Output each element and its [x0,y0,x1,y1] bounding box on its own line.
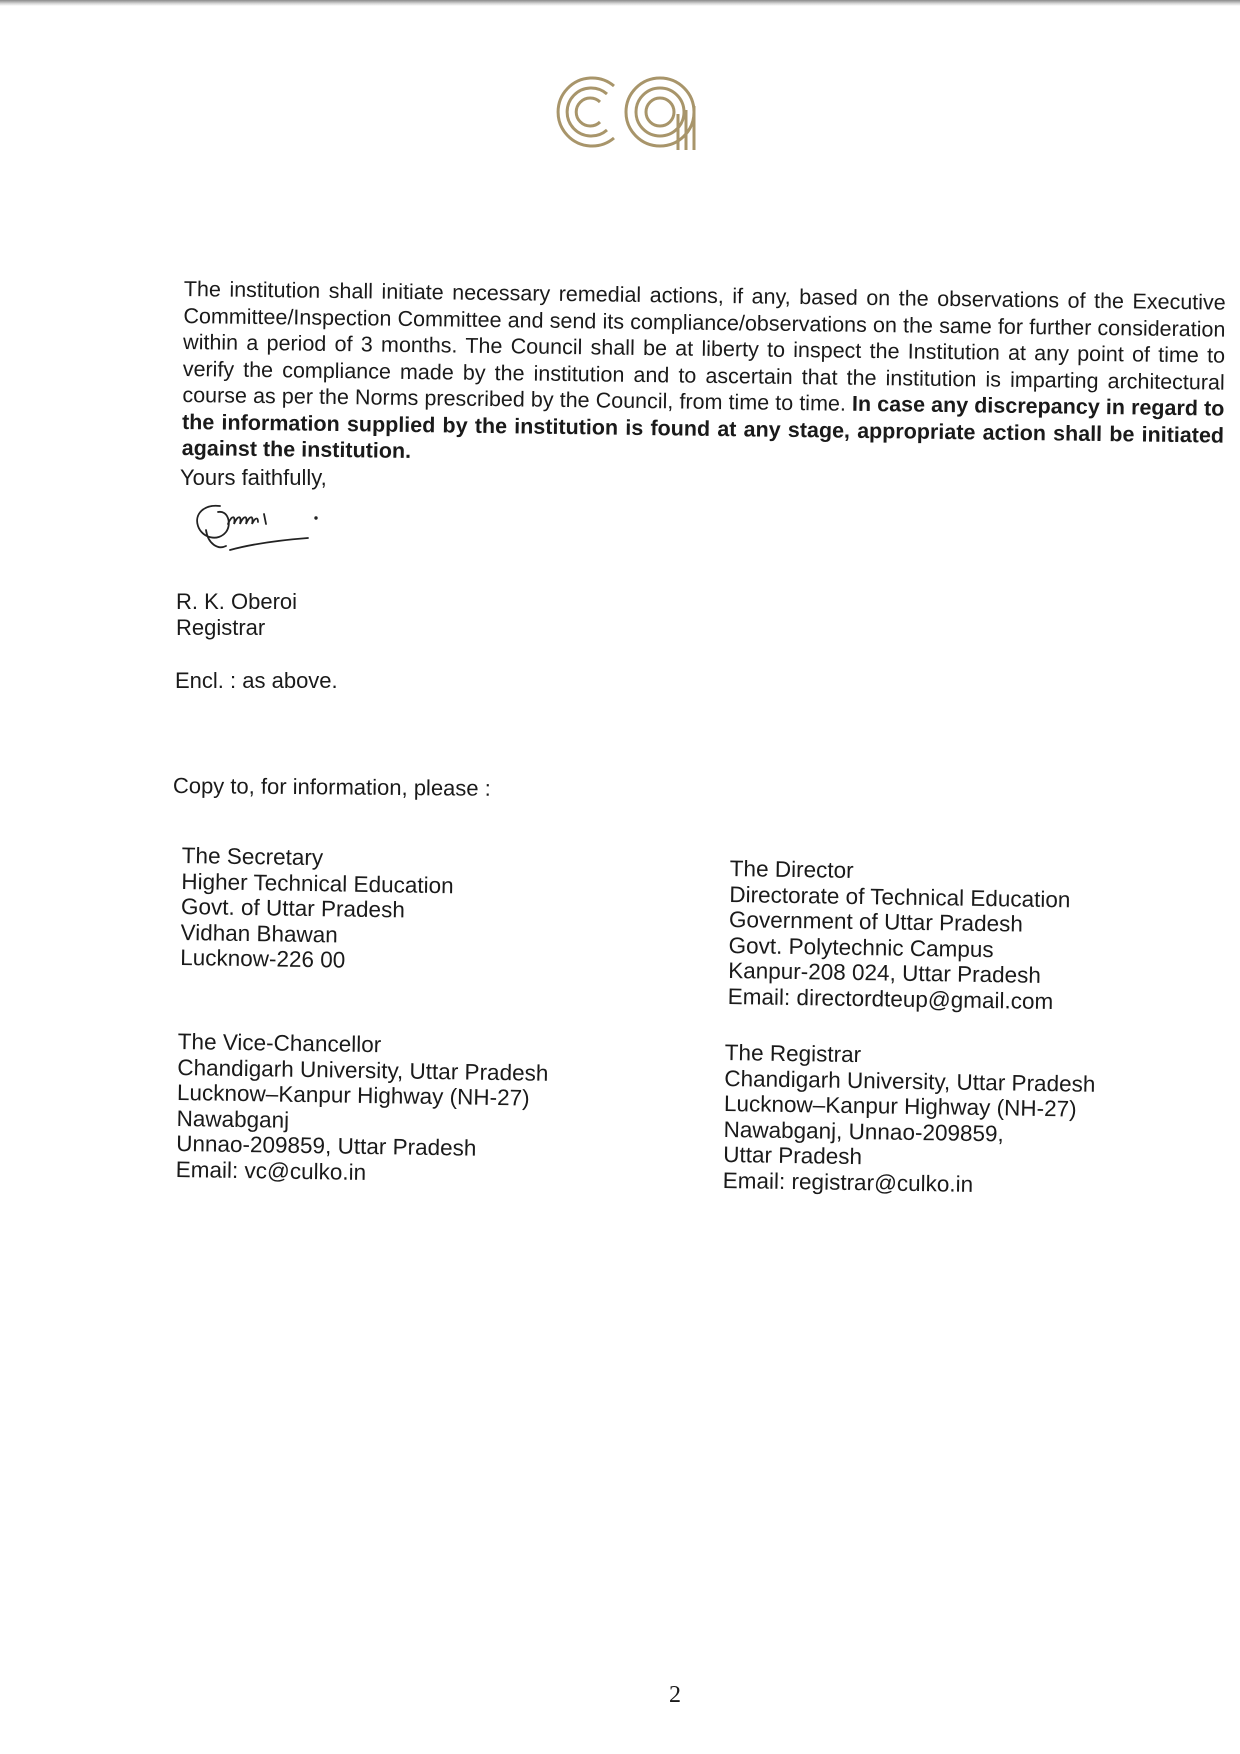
email-line: Email: registrar@culko.in [722,1167,974,1197]
address-line: Higher Technical Education [181,868,454,898]
address-line: The Registrar [724,1040,862,1068]
recipient-registrar [723,1040,1096,1199]
address-line: Lucknow–Kanpur Highway (NH-27) [176,1079,530,1111]
address-line: Nawabganj [176,1105,290,1133]
address-line: The Director [729,856,854,883]
paragraph-regular-text: The institution shall initiate necessary remedial actions, if any, based on the observations of the Executive Committee/Inspection Committee and send its compliance/observations on the same for further consideration within a period of 3 months. The Council shall be at liberty to inspect the Institution at any point of time to verify the compliance made by the institution and to ascertain that the institution is imparting architectural course as per the Norms prescribed by the Council, from time to time. [182,276,1226,416]
recipient-director [728,856,1071,1014]
address-line: The Secretary [181,843,324,871]
address-line: Chandigarh University, Uttar Pradesh [177,1054,549,1086]
scan-edge [0,0,1240,6]
email-line: Email: vc@culko.in [175,1156,367,1185]
address-line: Nawabganj, Unnao-209859, [723,1116,1004,1146]
address-line: Directorate of Technical Education [729,881,1071,912]
compliance-paragraph [182,276,1226,475]
signatory-title: Registrar [176,615,266,640]
recipient-secretary [180,843,454,975]
paragraph-bold-text: In case any discrepancy in regard to the information supplied by the institution is found at any stage, appropriate action shall be initiated against the institution. [181,391,1225,463]
address-line: Unnao-209859, Uttar Pradesh [176,1130,477,1161]
address-line: Govt. Polytechnic Campus [728,932,994,962]
address-line: Lucknow–Kanpur Highway (NH-27) [723,1090,1077,1122]
recipient-vice-chancellor [176,1029,549,1188]
email-line: Email: directordteup@gmail.com [727,983,1054,1014]
copy-to-heading: Copy to, for information, please : [172,773,491,801]
enclosure-note: Encl. : as above. [175,668,338,693]
address-line: Government of Uttar Pradesh [728,906,1024,937]
address-line: Uttar Pradesh [723,1141,863,1170]
address-line: Kanpur-208 024, Uttar Pradesh [728,957,1042,988]
council-logo [540,70,710,154]
address-line: Lucknow-226 00 [180,944,346,973]
closing-salutation: Yours faithfully, [180,465,327,490]
address-line: The Vice-Chancellor [177,1029,382,1058]
page-number: 2 [669,1682,681,1708]
signatory-name: R. K. Oberoi [176,589,298,614]
address-line: Govt. of Uttar Pradesh [180,893,406,923]
address-line: Vidhan Bhawan [180,919,338,947]
registrar-signature [192,500,322,570]
address-line: Chandigarh University, Uttar Pradesh [724,1065,1096,1097]
